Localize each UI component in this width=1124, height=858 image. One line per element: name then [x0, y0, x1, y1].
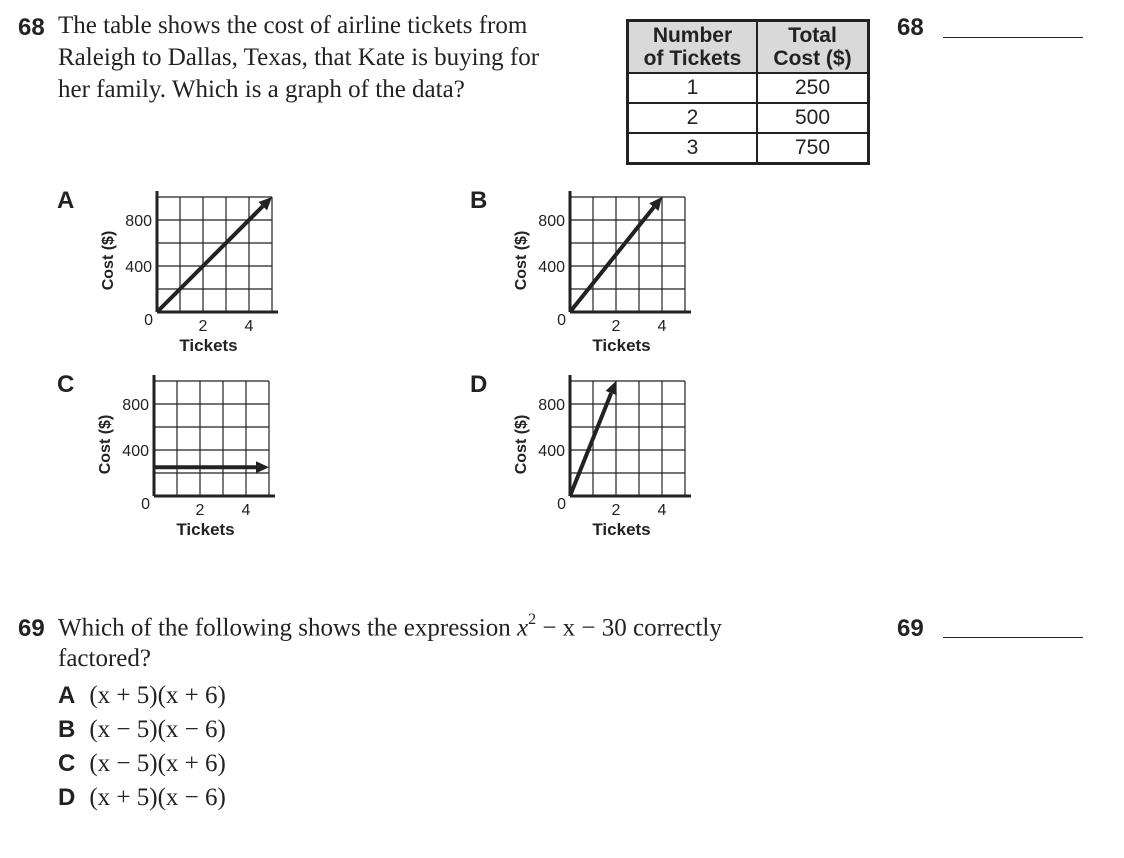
question-68-text-line3: her family. Which is a graph of the data? [58, 76, 465, 103]
graph-option-letter-a[interactable]: A [57, 187, 75, 214]
choice-expression: (x + 5)(x − 6) [89, 784, 226, 811]
x-tick-label: 4 [657, 502, 667, 519]
table-cell: 500 [757, 103, 869, 133]
answer-68-line[interactable] [943, 37, 1083, 38]
choice-letter: C [58, 750, 76, 777]
x-axis-label: Tickets [592, 520, 651, 539]
y-tick-label: 800 [538, 213, 565, 230]
arrowhead-icon [256, 461, 269, 473]
question-69-text-before: Which of the following shows the expression [58, 614, 517, 642]
table-header-row [628, 21, 869, 74]
graph-b[interactable] [508, 188, 708, 360]
y-tick-label: 800 [122, 397, 149, 414]
y-tick-label: 800 [538, 397, 565, 414]
question-69-text-after: − x − 30 correctly [536, 614, 722, 642]
graph-grid [154, 381, 269, 496]
x-tick-label: 4 [241, 502, 251, 519]
x-axis-label: Tickets [179, 336, 238, 355]
graph-d[interactable] [508, 372, 708, 544]
choice-c[interactable] [58, 750, 226, 778]
question-68-text-line2: Raleigh to Dallas, Texas, that Kate is buying for [58, 44, 540, 71]
table-row [628, 103, 869, 133]
question-69-number: 69 [18, 615, 45, 642]
graph-c[interactable] [92, 372, 292, 544]
table-cell: 3 [628, 133, 758, 164]
choice-expression: (x − 5)(x − 6) [89, 716, 226, 743]
choice-letter: A [58, 682, 76, 709]
origin-label: 0 [141, 496, 150, 513]
origin-label: 0 [557, 312, 566, 329]
graph-grid [570, 197, 685, 312]
graph-option-letter-c[interactable]: C [57, 371, 75, 398]
y-tick-label: 400 [125, 259, 152, 276]
variable-x: x [516, 614, 529, 642]
header-line: Total [788, 24, 837, 47]
choice-expression: (x − 5)(x + 6) [89, 750, 226, 777]
header-line: Cost ($) [773, 47, 852, 70]
ticket-cost-table [626, 19, 870, 165]
data-line [570, 207, 654, 312]
x-axis-label: Tickets [176, 520, 235, 539]
choice-expression: (x + 5)(x + 6) [89, 682, 226, 709]
x-axis-label: Tickets [592, 336, 651, 355]
x-tick-label: 2 [611, 318, 621, 335]
y-axis-label: Cost ($) [100, 230, 117, 291]
header-line: Number [652, 24, 733, 47]
y-axis-label: Cost ($) [513, 230, 530, 291]
x-tick-label: 2 [611, 502, 621, 519]
graph-grid [570, 381, 685, 496]
table-row [628, 133, 869, 164]
table-row [628, 73, 869, 103]
data-line [570, 393, 611, 496]
table-header-number [628, 21, 758, 74]
x-tick-label: 2 [195, 502, 205, 519]
choice-letter: D [58, 784, 76, 811]
y-axis-label: Cost ($) [513, 414, 530, 475]
x-tick-label: 4 [244, 318, 254, 335]
table-cell: 1 [628, 73, 758, 103]
table-cell: 250 [757, 73, 869, 103]
choice-letter: B [58, 716, 76, 743]
question-69-text-line1 [58, 613, 722, 642]
data-line [157, 206, 263, 312]
question-69-text-line2: factored? [58, 645, 151, 672]
y-axis-label: Cost ($) [97, 414, 114, 475]
x-tick-label: 2 [198, 318, 208, 335]
question-68-text-line1: The table shows the cost of airline tickets from [58, 12, 528, 39]
table-header-cost [757, 21, 869, 74]
answer-69-label: 69 [897, 615, 924, 642]
origin-label: 0 [557, 496, 566, 513]
y-tick-label: 800 [125, 213, 152, 230]
y-tick-label: 400 [538, 443, 565, 460]
choice-b[interactable] [58, 716, 226, 744]
exponent: 2 [528, 611, 537, 628]
answer-69-line[interactable] [943, 637, 1083, 638]
origin-label: 0 [144, 312, 153, 329]
header-line: of Tickets [643, 47, 742, 70]
question-68-number: 68 [18, 14, 45, 41]
graph-a[interactable] [95, 188, 295, 360]
graph-option-letter-d[interactable]: D [470, 371, 488, 398]
answer-68-label: 68 [897, 14, 924, 41]
y-tick-label: 400 [538, 259, 565, 276]
table-cell: 750 [757, 133, 869, 164]
y-tick-label: 400 [122, 443, 149, 460]
table-cell: 2 [628, 103, 758, 133]
choice-d[interactable] [58, 784, 226, 812]
choice-a[interactable] [58, 682, 226, 710]
graph-option-letter-b[interactable]: B [470, 187, 488, 214]
x-tick-label: 4 [657, 318, 667, 335]
